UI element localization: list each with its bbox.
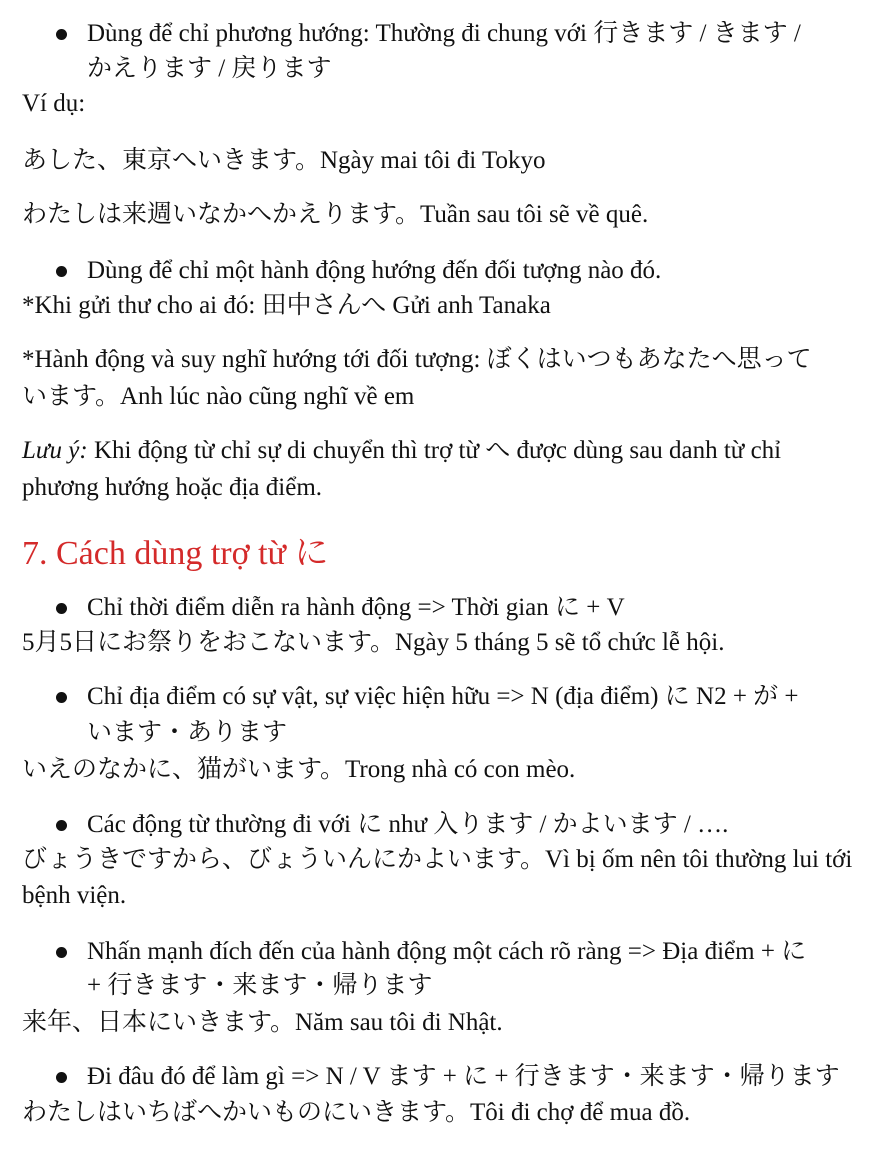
example-label: Ví dụ: (22, 90, 86, 117)
bullet-text-direction-cont: かえります / 戻ります (87, 55, 332, 82)
note-thought: *Hành động và suy nghĩ hướng tới đối tượng: ぼくはいつもあなたへ思って (22, 346, 812, 373)
caution-note (22, 434, 781, 468)
bullet-text-purpose: Đi đâu đó để làm gì => N / V ます + に + 行きます・来ます・帰ります (87, 1063, 840, 1090)
example-festival: 5月5日にお祭りをおこないます。Ngày 5 tháng 5 sẽ tổ chức lễ hội. (22, 629, 725, 656)
bullet-text-existence-cont: います・あります (87, 719, 288, 746)
bullet-icon (56, 29, 67, 40)
example-cat: いえのなかに、猫がいます。Trong nhà có con mèo. (22, 756, 576, 783)
bullet-text-destination: Nhấn mạnh đích đến của hành động một cách rõ ràng => Địa điểm + に (87, 938, 807, 965)
example-market: わたしはいちばへかいものにいきます。Tôi đi chợ để mua đồ. (22, 1099, 691, 1126)
note-thought-cont: います。Anh lúc nào cũng nghĩ về em (22, 383, 415, 410)
bullet-icon (56, 947, 67, 958)
note-letter: *Khi gửi thư cho ai đó: 田中さんへ Gửi anh Tanaka (22, 292, 551, 319)
caution-text: Khi động từ chỉ sự di chuyển thì trợ từ へ được dùng sau danh từ chỉ (87, 437, 782, 464)
example-japan: 来年、日本にいきます。Năm sau tôi đi Nhật. (22, 1009, 503, 1036)
bullet-icon (56, 692, 67, 703)
bullet-icon (56, 1072, 67, 1083)
example-tokyo: あした、東京へいきます。Ngày mai tôi đi Tokyo (22, 147, 546, 174)
example-hometown: わたしは来週いなかへかえります。Tuần sau tôi sẽ về quê. (22, 201, 649, 228)
caution-label: Lưu ý: (22, 437, 88, 464)
example-hospital: びょうきですから、びょういんにかよいます。Vì bị ốm nên tôi thường lui tới (22, 846, 853, 873)
bullet-icon (56, 603, 67, 614)
bullet-text-verbs: Các động từ thường đi với に như 入ります / かよいます / …. (87, 811, 729, 838)
caution-note-cont: phương hướng hoặc địa điểm. (22, 474, 323, 501)
bullet-text-target: Dùng để chỉ một hành động hướng đến đối tượng nào đó. (87, 257, 662, 284)
bullet-icon (56, 820, 67, 831)
bullet-text-destination-cont: + 行きます・来ます・帰ります (87, 972, 433, 999)
bullet-text-direction: Dùng để chỉ phương hướng: Thường đi chung với 行きます / きます / (87, 20, 801, 47)
bullet-icon (56, 266, 67, 277)
example-hospital-cont: bệnh viện. (22, 882, 127, 909)
section-heading: 7. Cách dùng trợ từ に (22, 535, 329, 572)
bullet-text-time: Chỉ thời điểm diễn ra hành động => Thời gian に + V (87, 594, 625, 621)
bullet-text-existence: Chỉ địa điểm có sự vật, sự việc hiện hữu => N (địa điểm) に N2 + が + (87, 683, 799, 710)
